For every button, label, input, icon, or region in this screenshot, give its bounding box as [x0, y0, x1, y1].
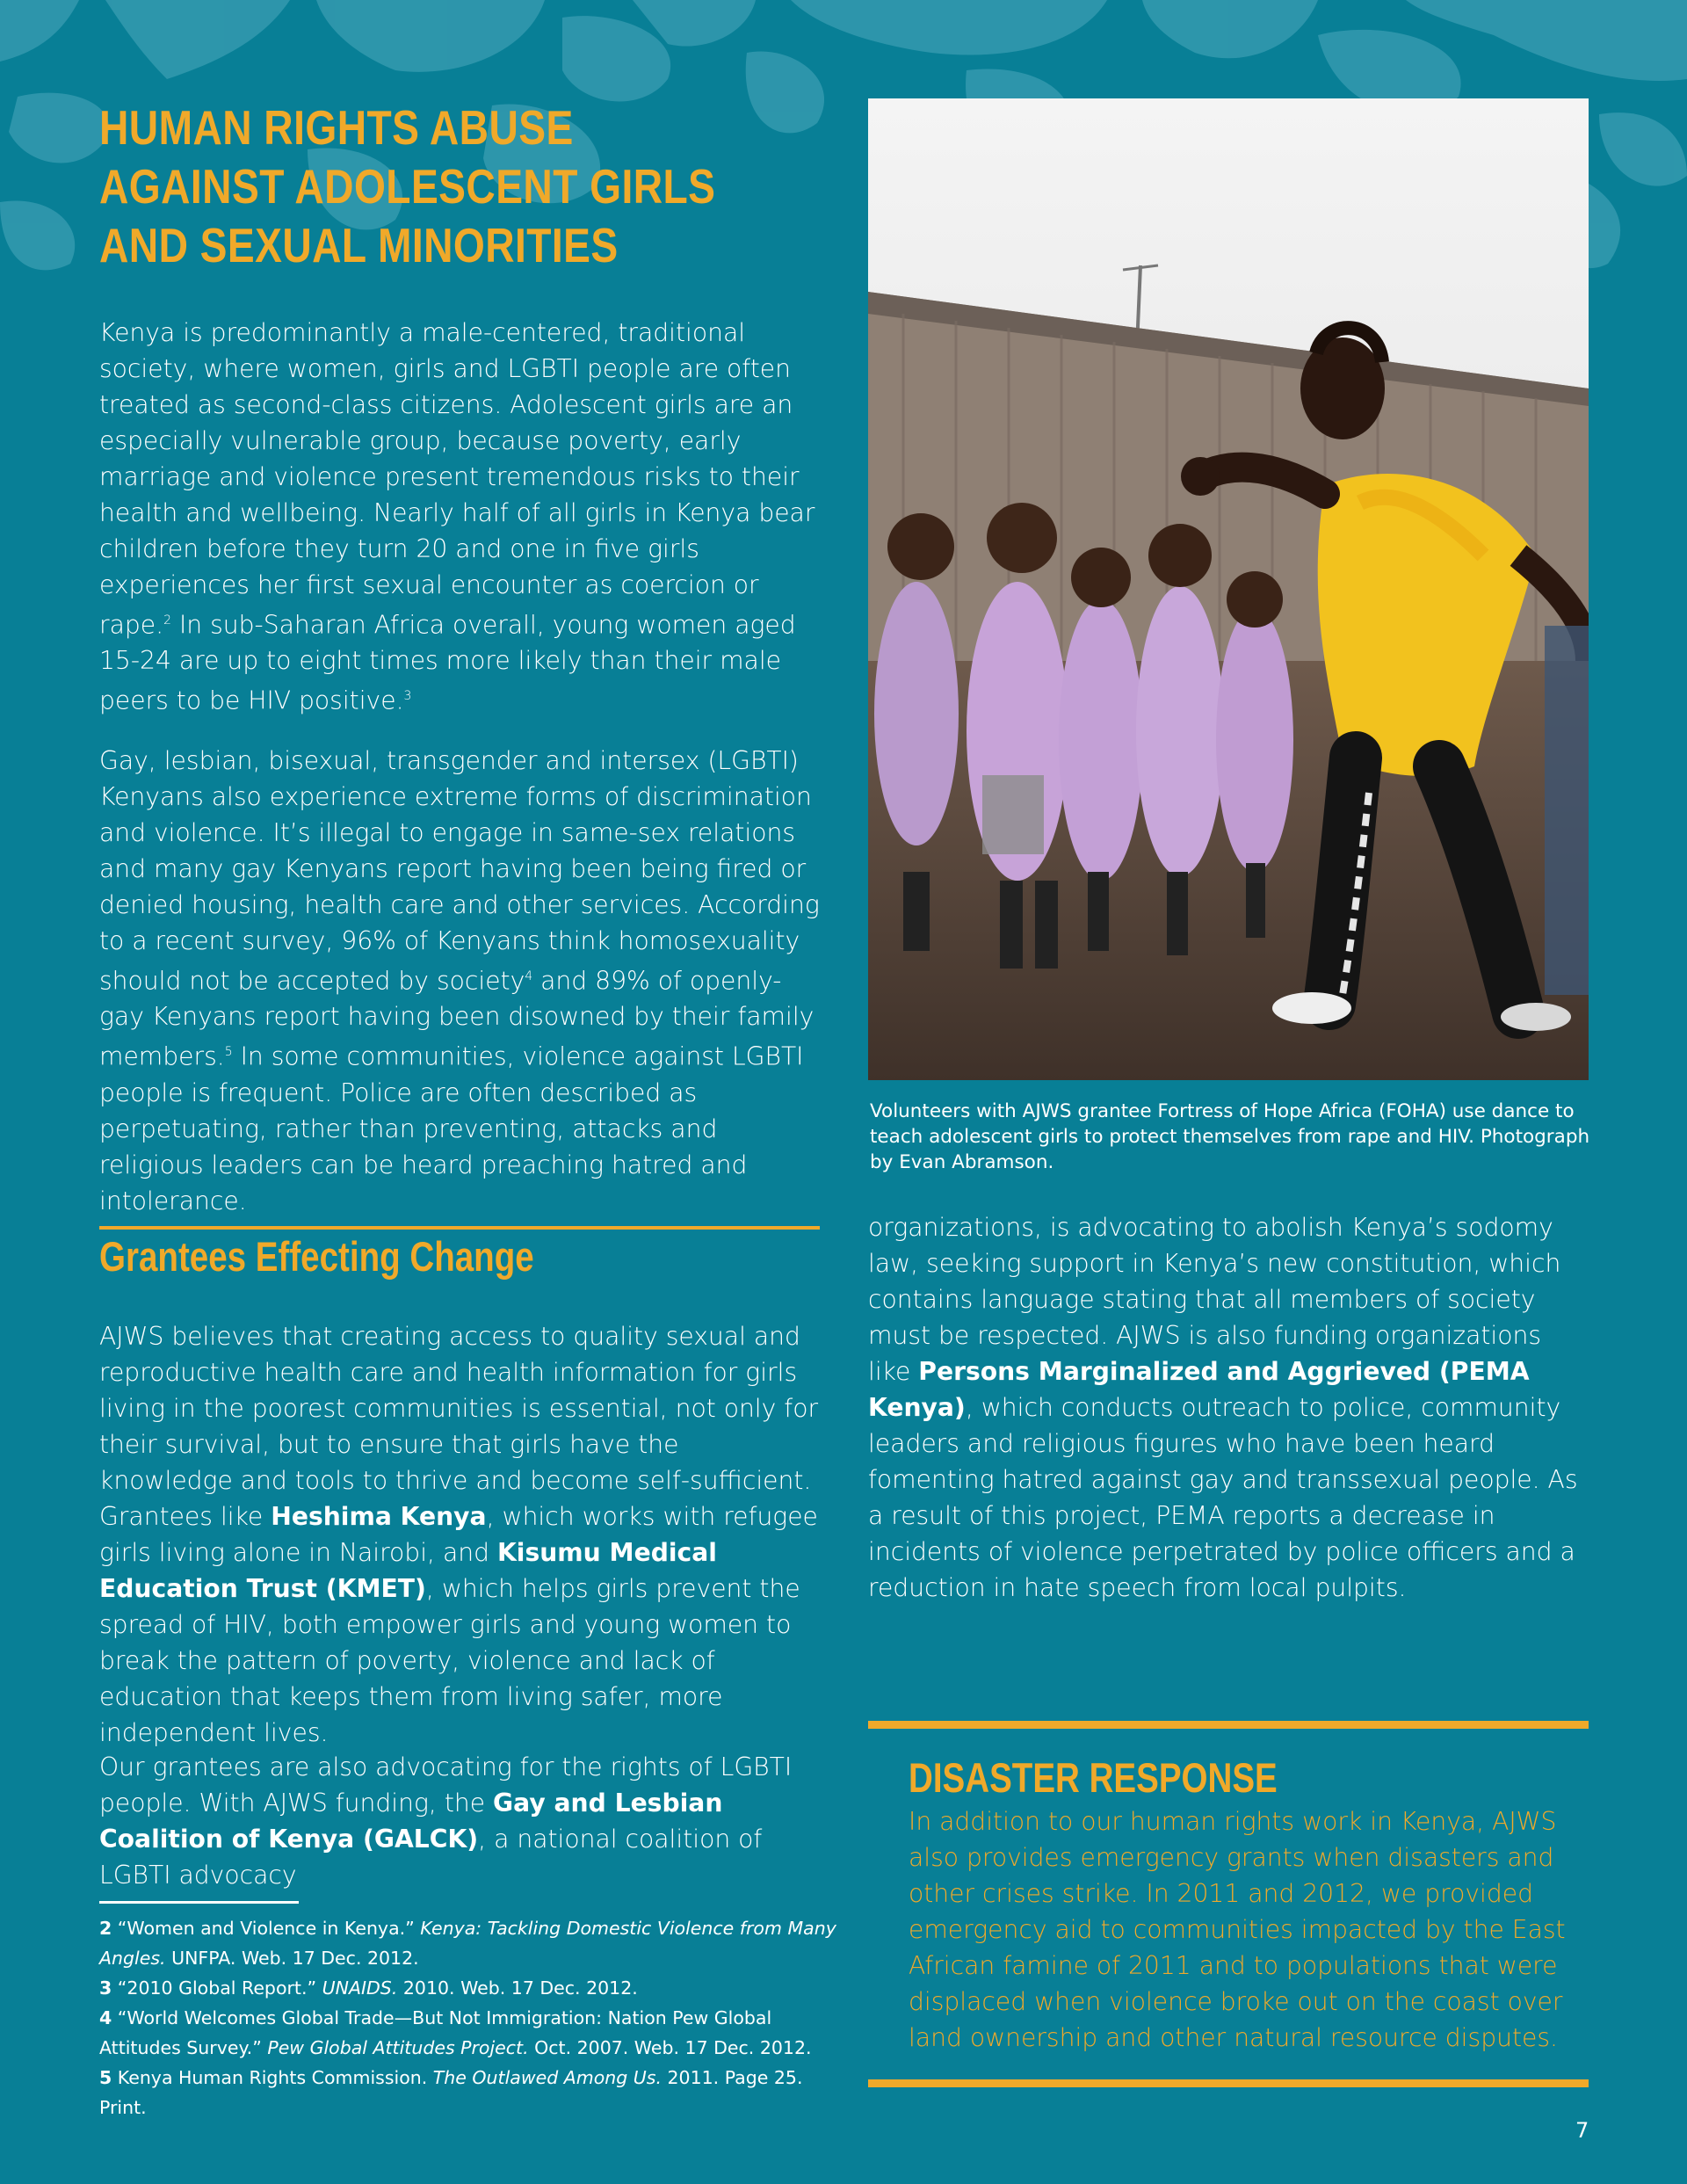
footnote-text: “World Welcomes Global Trade—But Not Immigration: Nation Pew Global Attitudes Survey.” [99, 2007, 772, 2058]
subhead-grantees: Grantees Effecting Change [99, 1233, 534, 1280]
paragraph-text: , which conducts outreach to police, community leaders and religious figures who have been heard fomenting hatred against gay and transsexual people. As a result of this project, PEMA reports a decrease in incidents of violence perpetrated by police officers and a reduction in hate speech from local pulpits. [868, 1393, 1578, 1602]
paragraph-text: AJWS believes that creating access to quality sexual and reproductive health care and health information for girls living in the poorest communities is essential, not only for their survival, but to ensure that girls have the knowledge and tools to thrive and become self-sufficient. Grantees like [99, 1322, 819, 1531]
org-name: Heshima Kenya [271, 1502, 487, 1531]
footnote-text: “Women and Violence in Kenya.” [112, 1918, 421, 1939]
footnote-text: Oct. 2007. Web. 17 Dec. 2012. [528, 2037, 812, 2058]
footnote-ref: 5 [224, 1045, 233, 1060]
section-divider [99, 1226, 820, 1230]
footnote-ref: 2 [163, 613, 171, 628]
paragraph-grantees [99, 1318, 820, 1751]
disaster-text: In addition to our human rights work in Kenya, AJWS also provides emergency grants when disasters and other crises strike. In 2011 and 2012, we provided emergency aid to communities impacted by the East African famine of 2011 and to populations that were displaced when violence broke out on the coast over land ownership and other natural resource disputes. [909, 1807, 1566, 2052]
paragraph-text: organizations, is advocating to abolish Kenya’s sodomy law, seeking support in Kenya’s new constitution, which contains language stating that all members of society must be respected. AJWS is also funding organizations like [868, 1213, 1561, 1386]
paragraph-text: , which works with refugee girls living alone in Nairobi, and [99, 1502, 818, 1567]
paragraph-text: , a national coalition of LGBTI advocacy [99, 1825, 763, 1890]
footnote-item [99, 2063, 837, 2122]
disaster-bottom-rule [868, 2079, 1589, 2087]
org-name: Gay and Lesbian Coalition of Kenya (GALCK) [99, 1789, 723, 1854]
footnote-ref: 4 [525, 969, 533, 983]
page-number: 7 [1575, 2118, 1589, 2143]
footnote-text: 2010. Web. 17 Dec. 2012. [397, 1977, 638, 1999]
footnote-ref: 3 [403, 689, 412, 704]
footnote-number: 4 [99, 2007, 112, 2028]
disaster-top-rule [868, 1721, 1589, 1729]
dance-photo [868, 98, 1589, 1080]
paragraph-text: and 89% of openly-gay Kenyans report having been disowned by their family members. [99, 966, 815, 1071]
footnote-title: Pew Global Attitudes Project. [267, 2037, 529, 2058]
footnote-divider [99, 1901, 299, 1904]
footnote-number: 5 [99, 2067, 112, 2088]
footnote-title: The Outlawed Among Us. [432, 2067, 662, 2088]
footnote-text: 2011. Page 25. Print. [99, 2067, 803, 2118]
footnote-text: “2010 Global Report.” [112, 1977, 322, 1999]
paragraph-advocacy-cont [868, 1209, 1589, 1606]
footnote-item [99, 1913, 837, 1973]
heading-line-1: HUMAN RIGHTS ABUSE [99, 100, 574, 155]
footnote-text: Kenya Human Rights Commission. [112, 2067, 433, 2088]
footnote-title: Kenya: Tackling Domestic Violence from Many Angles. [99, 1918, 836, 1969]
footnote-item [99, 1973, 837, 2003]
paragraph-lgbti [99, 743, 820, 1219]
footnote-item [99, 2003, 837, 2063]
org-name: Kisumu Medical Education Trust (KMET) [99, 1538, 717, 1603]
photo-caption: Volunteers with AJWS grantee Fortress of Hope Africa (FOHA) use dance to teach adolescent girls to protect themselves from rape and HIV. Photograph by Evan Abramson. [870, 1100, 1590, 1173]
heading-line-2: AGAINST ADOLESCENT GIRLS [99, 159, 716, 214]
paragraph-advocacy [99, 1749, 820, 1893]
footnote-text: UNFPA. Web. 17 Dec. 2012. [165, 1948, 419, 1969]
paragraph-text: Our grantees are also advocating for the rights of LGBTI people. With AJWS funding, the [99, 1752, 793, 1818]
paragraph-kenya-society [99, 315, 820, 719]
paragraph-text: Kenya is predominantly a male-centered, traditional society, where women, girls and LGBTI people are often treated as second-class citizens. Adolescent girls are an especially vulnerable group, because poverty, early marriage and violence present tremendous risks to their health and wellbeing. Nearly half of all girls in Kenya bear children before they turn 20 and one in five girls experiences her first sexual encounter as coercion or rape. [99, 318, 815, 640]
heading-line-3: AND SEXUAL MINORITIES [99, 218, 619, 272]
paragraph-text: In some communities, violence against LGBTI people is frequent. Police are often described as perpetuating, rather than preventing, attacks and religious leaders can be heard preaching hatred and intolerance. [99, 1041, 804, 1215]
paragraph-text: In sub-Saharan Africa overall, young women aged 15-24 are up to eight times more likely than their male peers to be HIV positive. [99, 610, 796, 715]
footnote-number: 2 [99, 1918, 112, 1939]
footnote-number: 3 [99, 1977, 112, 1999]
org-name: Persons Marginalized and Aggrieved (PEMA Kenya) [868, 1357, 1530, 1422]
disaster-title: DISASTER RESPONSE [909, 1754, 1278, 1801]
section-heading [99, 98, 716, 275]
footnotes [99, 1913, 837, 2122]
paragraph-text: Gay, lesbian, bisexual, transgender and intersex (LGBTI) Kenyans also experience extreme forms of discrimination and violence. It’s illegal to engage in same-sex relations and many gay Kenyans report having been being fired or denied housing, health care and other services. According to a recent survey, 96% of Kenyans think homosexuality should not be accepted by society [99, 746, 820, 996]
footnote-title: UNAIDS. [322, 1977, 398, 1999]
paragraph-text: , which helps girls prevent the spread of HIV, both empower girls and young women to break the pattern of poverty, violence and lack of education that keeps them from living safer, more independent lives. [99, 1574, 800, 1747]
